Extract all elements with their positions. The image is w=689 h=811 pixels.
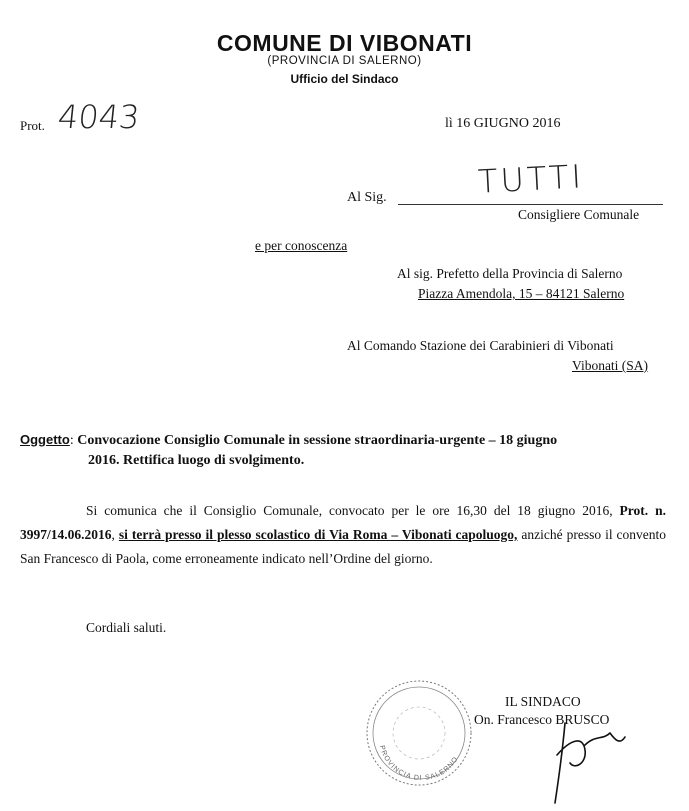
svg-text:PROVINCIA DI SALERNO <box>378 745 460 782</box>
stamp-text: PROVINCIA DI SALERNO <box>377 744 460 783</box>
subject-block: Oggetto: Convocazione Consiglio Comunale in sessione straordinaria-urgente – 18 giugno 2016. Rettifica luogo di svolgimento. <box>20 430 670 471</box>
document-date: lì 16 GIUGNO 2016 <box>445 116 561 131</box>
protocol-label: Prot. <box>20 118 45 133</box>
subject-line1: Convocazione Consiglio Comunale in sessione straordinaria-urgente – 18 giugno <box>77 433 558 448</box>
body-paragraph: Si comunica che il Consiglio Comunale, convocato per le ore 16,30 del 18 giugno 2016, Prot. n. 3997/14.06.2016, si terrà presso il plesso scolastico di Via Roma – Vibonati capoluogo, anziché presso il convento San Francesco di Paola, come erroneamente indicato nell’Ordine del giorno. <box>20 503 667 566</box>
province-subtitle: (PROVINCIA DI SALERNO) <box>267 55 422 67</box>
recipient-role: Consigliere Comunale <box>518 207 640 222</box>
per-conoscenza-label: e per conoscenza <box>255 238 348 253</box>
signatory-name: On. Francesco BRUSCO <box>474 712 610 727</box>
cc-prefetto: Al sig. Prefetto della Provincia di Salerno <box>397 266 623 281</box>
recipient-prefix: Al Sig. <box>347 190 387 205</box>
subject-label: Oggetto <box>20 432 70 447</box>
cc-carabinieri-address: Vibonati (SA) <box>572 358 649 373</box>
recipient-name-handwritten: TUTTI <box>477 157 585 201</box>
body-part1: Si comunica che il Consiglio Comunale, convocato per le ore 16,30 del 18 giugno 2016, <box>86 503 613 518</box>
body-part2: anziché presso il convento San Francesco di Paola, come erroneamente indicato nell’Ordine del giorno. <box>20 527 667 566</box>
municipal-seal-stamp <box>362 676 477 791</box>
cc-carabinieri: Al Comando Stazione dei Carabinieri di Vibonati <box>347 338 614 353</box>
subject-line2: 2016. Rettifica luogo di svolgimento. <box>88 453 305 468</box>
closing-greeting: Cordiali saluti. <box>86 620 167 635</box>
cc-prefetto-address: Piazza Amendola, 15 – 84121 Salerno <box>418 286 625 301</box>
signatory-title: IL SINDACO <box>505 694 581 709</box>
body-prot-ref: Prot. n. 3997/14.06.2016 <box>20 503 666 542</box>
protocol-number-handwritten: 4043 <box>56 98 142 136</box>
office-name: Ufficio del Sindaco <box>290 72 399 86</box>
municipality-title: COMUNE DI VIBONATI <box>216 30 473 56</box>
recipient-underline <box>398 204 663 205</box>
body-location: si terrà presso il plesso scolastico di Via Roma – Vibonati capoluogo, <box>118 527 518 542</box>
handwritten-signature <box>535 715 645 805</box>
